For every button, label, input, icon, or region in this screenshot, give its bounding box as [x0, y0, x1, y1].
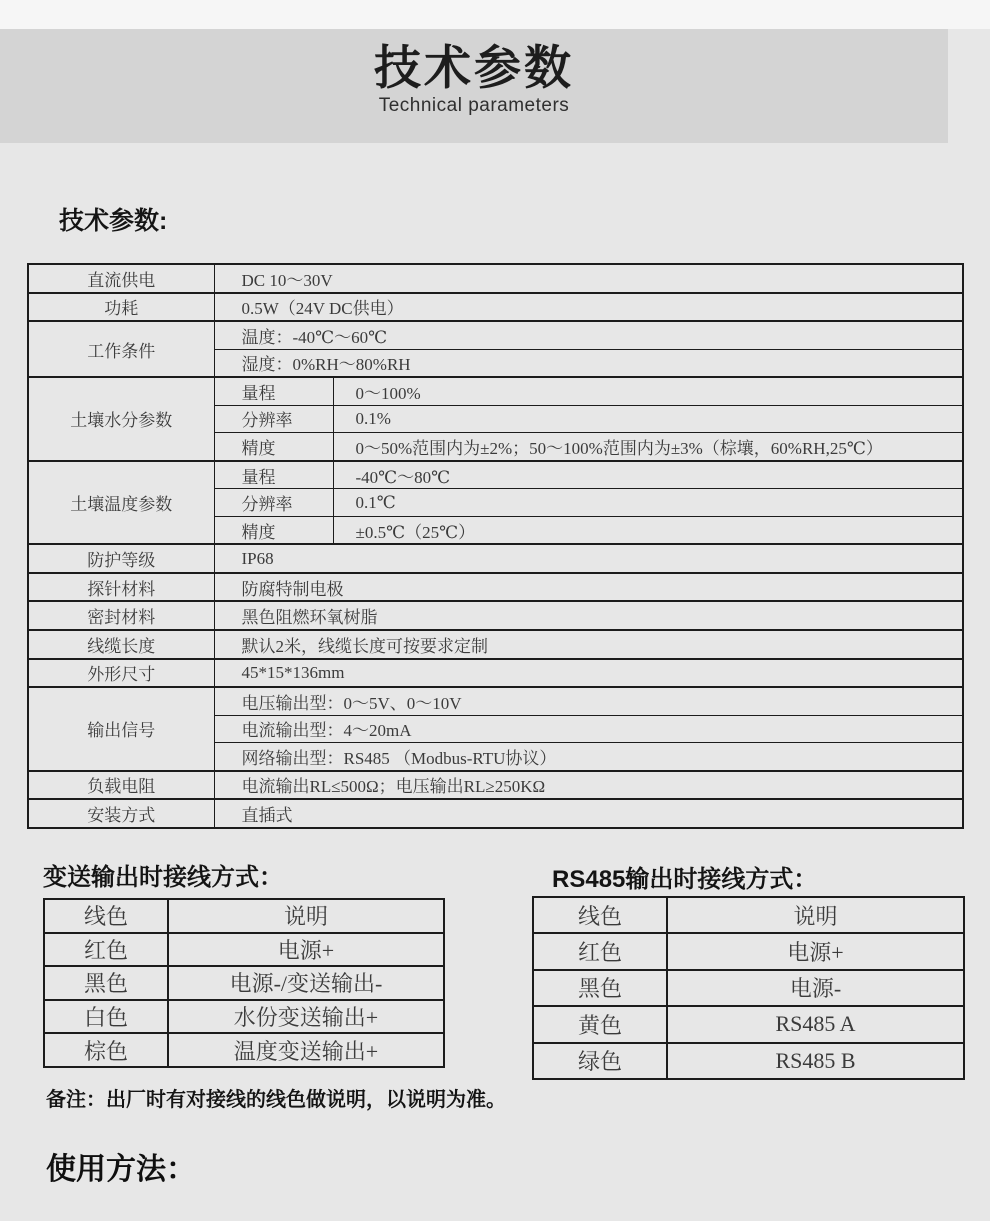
wire-color-header: 线色: [44, 899, 168, 933]
spec-label: 土壤温度参数: [28, 461, 214, 545]
wire-desc-cell: 电源-: [667, 970, 964, 1006]
spec-value: 45*15*136mm: [214, 659, 963, 688]
table-row: [533, 933, 964, 969]
spec-row: [28, 573, 963, 602]
spec-label: 外形尺寸: [28, 659, 214, 688]
spec-value: 0～50%范围内为±2%；50～100%范围内为±3%（棕壤，60%RH,25℃）: [333, 433, 963, 461]
spec-row: [28, 659, 963, 688]
spec-value: 防腐特制电极: [214, 573, 963, 602]
table-row: [44, 966, 444, 1000]
spec-label: 线缆长度: [28, 630, 214, 659]
spec-sub-label: 量程: [214, 377, 333, 405]
table-row: [44, 933, 444, 967]
spec-row: [28, 771, 963, 800]
rs485-wiring-title: RS485输出时接线方式：: [552, 866, 818, 893]
table-row: [533, 897, 964, 933]
wire-desc-cell: 电源+: [667, 933, 964, 969]
wire-color-header: 线色: [533, 897, 667, 933]
wire-color-cell: 黑色: [533, 970, 667, 1006]
wire-color-cell: 棕色: [44, 1033, 168, 1067]
wire-desc-cell: 电源-/变送输出-: [168, 966, 444, 1000]
spec-row: [28, 321, 963, 349]
spec-table: [27, 263, 964, 829]
spec-row: [28, 544, 963, 573]
spec-label: 防护等级: [28, 544, 214, 573]
table-row: [533, 970, 964, 1006]
spec-label: 安装方式: [28, 799, 214, 828]
spec-sub-label: 精度: [214, 516, 333, 544]
spec-value: 电压输出型：0～5V、0～10V: [214, 687, 963, 715]
spec-sub-label: 分辨率: [214, 489, 333, 517]
spec-value: 默认2米，线缆长度可按要求定制: [214, 630, 963, 659]
spec-row: [28, 293, 963, 322]
rs485-wiring-table: [532, 896, 965, 1080]
page-subtitle: Technical parameters: [378, 95, 570, 117]
spec-label: 工作条件: [28, 321, 214, 377]
spec-sub-label: 量程: [214, 461, 333, 489]
table-row: [44, 1033, 444, 1067]
spec-sub-label: 分辨率: [214, 405, 333, 433]
transmit-wiring-table: [43, 898, 445, 1068]
spec-value: 电流输出型：4～20mA: [214, 715, 963, 743]
wire-desc-cell: 水份变送输出+: [168, 1000, 444, 1034]
wire-desc-header: 说明: [168, 899, 444, 933]
spec-value: ±0.5℃（25℃）: [333, 516, 963, 544]
spec-value: 湿度：0%RH～80%RH: [214, 349, 963, 377]
wire-desc-header: 说明: [667, 897, 964, 933]
wire-color-cell: 红色: [44, 933, 168, 967]
top-strip: [0, 0, 990, 29]
spec-value: 直插式: [214, 799, 963, 828]
table-row: [533, 1043, 964, 1079]
spec-label: 直流供电: [28, 264, 214, 293]
section-title: 技术参数:: [59, 207, 168, 235]
spec-label: 土壤水分参数: [28, 377, 214, 461]
wire-color-cell: 黄色: [533, 1006, 667, 1042]
spec-value: IP68: [214, 544, 963, 573]
wire-color-cell: 红色: [533, 933, 667, 969]
table-row: [533, 1006, 964, 1042]
spec-label: 负载电阻: [28, 771, 214, 800]
wire-color-cell: 黑色: [44, 966, 168, 1000]
spec-value: 网络输出型：RS485 （Modbus-RTU协议）: [214, 743, 963, 771]
spec-label: 探针材料: [28, 573, 214, 602]
spec-label: 密封材料: [28, 601, 214, 630]
wire-desc-cell: RS485 B: [667, 1043, 964, 1079]
spec-value: DC 10～30V: [214, 264, 963, 293]
spec-value: 0.5W（24V DC供电）: [214, 293, 963, 322]
wiring-note: 备注：出厂时有对接线的线色做说明，以说明为准。: [46, 1089, 506, 1111]
page-title: 技术参数: [374, 41, 574, 94]
header-band: [0, 29, 948, 143]
wire-color-cell: 白色: [44, 1000, 168, 1034]
spec-label: 功耗: [28, 293, 214, 322]
spec-label: 输出信号: [28, 687, 214, 771]
spec-value: 温度：-40℃～60℃: [214, 321, 963, 349]
spec-row: [28, 461, 963, 489]
spec-value: 0～100%: [333, 377, 963, 405]
wire-desc-cell: 温度变送输出+: [168, 1033, 444, 1067]
spec-row: [28, 264, 963, 293]
usage-section-title: 使用方法：: [46, 1153, 196, 1186]
wire-desc-cell: RS485 A: [667, 1006, 964, 1042]
spec-row: [28, 601, 963, 630]
table-row: [44, 1000, 444, 1034]
spec-value: -40℃～80℃: [333, 461, 963, 489]
spec-row: [28, 630, 963, 659]
spec-row: [28, 377, 963, 405]
wire-color-cell: 绿色: [533, 1043, 667, 1079]
spec-row: [28, 687, 963, 715]
wire-desc-cell: 电源+: [168, 933, 444, 967]
spec-value: 黑色阻燃环氧树脂: [214, 601, 963, 630]
spec-row: [28, 799, 963, 828]
transmit-wiring-title: 变送输出时接线方式：: [43, 864, 283, 891]
spec-value: 0.1℃: [333, 489, 963, 517]
spec-value: 电流输出RL≤500Ω；电压输出RL≥250KΩ: [214, 771, 963, 800]
spec-sub-label: 精度: [214, 433, 333, 461]
table-row: [44, 899, 444, 933]
spec-value: 0.1%: [333, 405, 963, 433]
